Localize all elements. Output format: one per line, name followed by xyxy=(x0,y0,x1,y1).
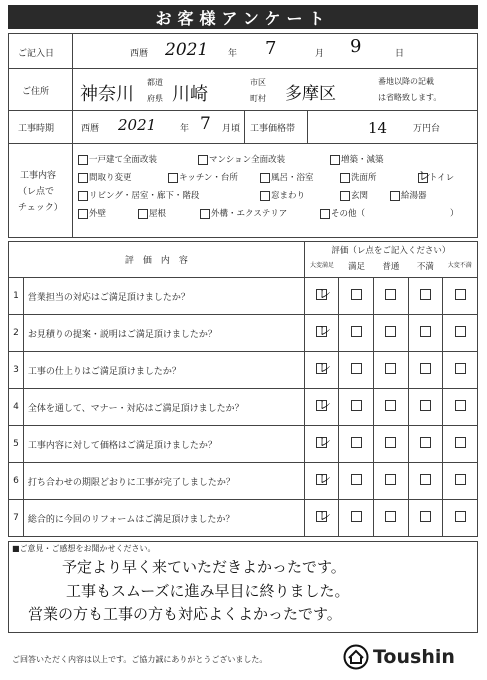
rating-checkbox[interactable] xyxy=(420,289,431,300)
work-option[interactable] xyxy=(78,171,132,183)
checkbox[interactable] xyxy=(138,209,148,219)
checkbox[interactable] xyxy=(330,155,340,165)
question-text: お見積りの提案・説明はご満足頂けましたか？ xyxy=(23,315,304,352)
rating-checkbox[interactable] xyxy=(455,289,466,300)
address-town: 多摩区 xyxy=(285,84,336,104)
rating-checkbox[interactable] xyxy=(455,363,466,374)
work-option-label: トイレ xyxy=(429,173,455,183)
work-option-label: 給湯器 xyxy=(401,191,427,201)
rating-column-header: 大変満足 xyxy=(309,262,334,269)
rating-checkbox[interactable] xyxy=(455,326,466,337)
table-row xyxy=(9,389,478,426)
work-option-label: 屋根 xyxy=(149,209,167,219)
work-option-label: 外壁 xyxy=(89,209,107,219)
comment-line-3: 営業の方も工事の方も対応よくよかったです。 xyxy=(28,605,342,623)
question-text: 打ち合わせの期限どおりに工事が完了しましたか？ xyxy=(23,463,304,500)
work-option[interactable] xyxy=(168,171,238,183)
rating-checkbox[interactable] xyxy=(351,511,362,522)
work-option[interactable] xyxy=(450,207,459,219)
checkbox[interactable] xyxy=(198,155,208,165)
work-option-label: 風呂・浴室 xyxy=(271,173,314,183)
rating-checkbox[interactable] xyxy=(385,437,396,448)
work-option-label: 一戸建て全面改装 xyxy=(89,155,158,165)
work-option-label: ） xyxy=(450,209,459,219)
address-label: ご住所 xyxy=(22,87,50,97)
date-era: 西暦 xyxy=(130,49,149,59)
question-text: 総合的に今回のリフォームはご満足頂けましたか？ xyxy=(23,500,304,537)
brand-logo xyxy=(343,644,455,670)
rating-column-header: 大変不満 xyxy=(447,262,472,269)
question-number: 6 xyxy=(9,463,24,500)
rating-checkbox[interactable] xyxy=(351,289,362,300)
date-month: 7 xyxy=(265,38,277,59)
rating-checkbox[interactable] xyxy=(420,511,431,522)
rating-checkbox[interactable] xyxy=(420,363,431,374)
table-row xyxy=(9,426,478,463)
survey-header-content: 評 価 内 容 xyxy=(9,242,305,278)
rating-checkbox[interactable]: レ xyxy=(318,324,332,339)
checkbox[interactable] xyxy=(78,209,88,219)
table-row xyxy=(9,352,478,389)
address-city: 川崎 xyxy=(172,84,208,105)
checkbox[interactable] xyxy=(340,191,350,201)
work-option[interactable] xyxy=(320,207,365,219)
rating-checkbox[interactable] xyxy=(455,474,466,485)
price-value: 14 xyxy=(368,119,388,137)
period-year: 2021 xyxy=(118,116,157,134)
checkbox[interactable] xyxy=(78,173,88,183)
work-option[interactable] xyxy=(260,189,305,201)
rating-checkbox[interactable] xyxy=(351,363,362,374)
question-number: 7 xyxy=(9,500,24,537)
rating-checkbox[interactable]: レ xyxy=(318,509,332,524)
rating-checkbox[interactable] xyxy=(385,474,396,485)
rating-column-header: 普通 xyxy=(382,262,400,272)
work-option[interactable] xyxy=(200,207,287,219)
rating-checkbox[interactable]: レ xyxy=(318,472,332,487)
work-option[interactable] xyxy=(390,189,427,201)
question-number: 4 xyxy=(9,389,24,426)
work-option[interactable] xyxy=(78,207,106,219)
house-icon xyxy=(343,644,369,670)
rating-checkbox[interactable] xyxy=(420,400,431,411)
page-title: お客様アンケート xyxy=(8,5,478,29)
work-option-label: その他（ xyxy=(331,209,366,219)
rating-checkbox[interactable]: レ xyxy=(318,398,332,413)
work-option-label: 間取り変更 xyxy=(89,173,132,183)
work-option[interactable] xyxy=(138,207,166,219)
work-option-label: 増築・減築 xyxy=(341,155,384,165)
checkbox[interactable] xyxy=(340,173,350,183)
rating-checkbox[interactable] xyxy=(420,437,431,448)
checkbox[interactable] xyxy=(260,191,270,201)
survey-header-rating: 評価（レ点をご記入ください） 大変満足 満足 普通 不満 大変不満 xyxy=(304,242,477,278)
question-number: 1 xyxy=(9,278,24,315)
rating-checkbox[interactable] xyxy=(351,400,362,411)
date-label: ご記入日 xyxy=(18,49,55,59)
address-pref: 神奈川 xyxy=(80,84,134,105)
question-text: 営業担当の対応はご満足頂けましたか？ xyxy=(23,278,304,315)
rating-checkbox[interactable] xyxy=(455,400,466,411)
date-day: 9 xyxy=(350,36,362,57)
rating-checkbox[interactable] xyxy=(385,363,396,374)
work-option-label: キッチン・台所 xyxy=(179,173,238,183)
rating-checkbox[interactable] xyxy=(455,437,466,448)
work-option[interactable] xyxy=(340,189,368,201)
comment-line-1: 予定より早く来ていただきよかったです。 xyxy=(62,558,346,576)
work-option-label: 洗面所 xyxy=(351,173,377,183)
period-month: 7 xyxy=(200,114,211,134)
table-row xyxy=(9,463,478,500)
brand-name: Toushin xyxy=(373,646,455,668)
question-text: 工事内容に対して価格はご満足頂けましたか？ xyxy=(23,426,304,463)
work-option-label: 窓まわり xyxy=(271,191,306,201)
rating-checkbox[interactable] xyxy=(385,511,396,522)
date-year: 2021 xyxy=(165,40,209,60)
rating-checkbox[interactable] xyxy=(385,289,396,300)
rating-checkbox[interactable] xyxy=(351,326,362,337)
survey-table xyxy=(8,241,478,537)
checkbox[interactable] xyxy=(260,173,270,183)
table-row xyxy=(9,315,478,352)
checkbox[interactable] xyxy=(78,155,88,165)
rating-checkbox[interactable]: レ xyxy=(318,435,332,450)
work-option[interactable] xyxy=(78,189,199,201)
rating-checkbox[interactable] xyxy=(351,437,362,448)
footer-text: ご回答いただく内容は以上です。ご協力誠にありがとうございました。 xyxy=(12,655,268,664)
price-label: 工事価格帯 xyxy=(250,124,296,134)
table-row xyxy=(9,500,478,537)
rating-checkbox[interactable]: レ xyxy=(318,287,332,302)
work-option[interactable] xyxy=(260,171,314,183)
work-option-label: マンション全面改装 xyxy=(209,155,286,165)
rating-column-header: 不満 xyxy=(416,262,434,272)
question-number: 5 xyxy=(9,426,24,463)
checkbox[interactable] xyxy=(200,209,210,219)
checkbox[interactable]: レ xyxy=(418,168,432,184)
rating-checkbox[interactable]: レ xyxy=(318,361,332,376)
rating-checkbox[interactable] xyxy=(420,326,431,337)
work-option[interactable] xyxy=(340,171,377,183)
question-text: 全体を通して、マナー・対応はご満足頂けましたか？ xyxy=(23,389,304,426)
question-text: 工事の仕上りはご満足頂けましたか？ xyxy=(23,352,304,389)
table-row xyxy=(9,278,478,315)
work-option[interactable] xyxy=(330,153,384,165)
rating-checkbox[interactable] xyxy=(351,474,362,485)
checkbox[interactable] xyxy=(320,209,330,219)
rating-column-header: 満足 xyxy=(347,262,365,272)
work-option[interactable] xyxy=(198,153,285,165)
checkbox[interactable] xyxy=(168,173,178,183)
checkbox[interactable] xyxy=(78,191,88,201)
rating-checkbox[interactable] xyxy=(455,511,466,522)
checkbox[interactable] xyxy=(390,191,400,201)
question-number: 2 xyxy=(9,315,24,352)
rating-checkbox[interactable] xyxy=(385,326,396,337)
rating-checkbox[interactable] xyxy=(385,400,396,411)
rating-checkbox[interactable] xyxy=(420,474,431,485)
comments-label: ■ご意見・ご感想をお聞かせください。 xyxy=(12,544,156,553)
period-label: 工事時期 xyxy=(18,124,55,134)
work-option-label: 外構・エクステリア xyxy=(211,209,288,219)
comment-line-2: 工事もスムーズに進み早目に終りました。 xyxy=(66,582,350,600)
work-option[interactable] xyxy=(78,153,157,165)
work-option-label: リビング・居室・廊下・階段 xyxy=(89,191,200,201)
question-number: 3 xyxy=(9,352,24,389)
work-option-label: 玄関 xyxy=(351,191,369,201)
work-option[interactable] xyxy=(418,168,455,184)
